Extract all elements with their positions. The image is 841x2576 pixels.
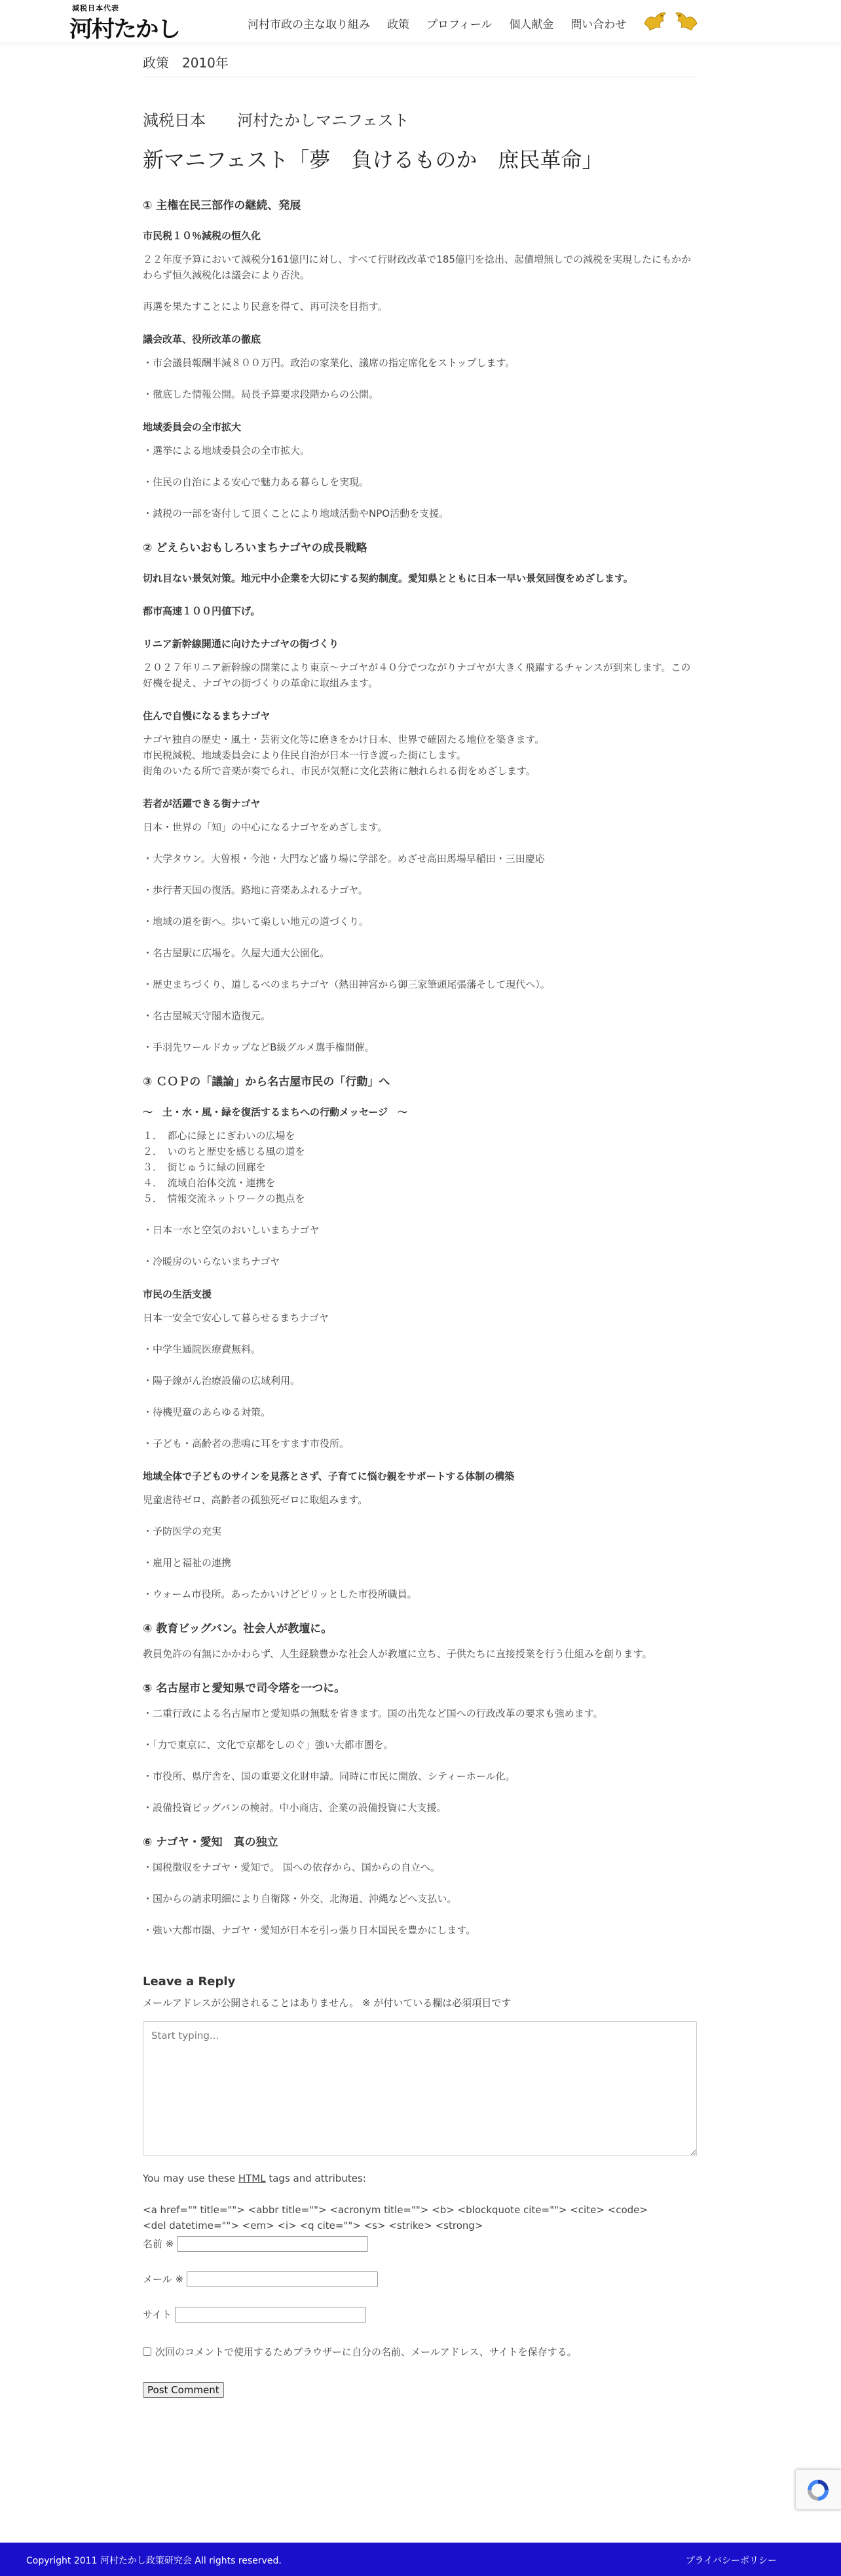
post-comment-button[interactable]: Post Comment [143,2382,224,2398]
sub-heading: 市民税１０％減税の恒久化 [143,230,261,242]
allowed-tags-suffix: tags and attributes: [265,2173,366,2184]
paragraph: 教員免許の有無にかかわらず、人生経験豊かな社会人が教壇に立ち、子供たちに直接授業を行う仕組みを創ります。 [143,1648,652,1660]
paragraph: ・市役所、県庁舎を、国の重要文化財申請。同時に市民に開放、シティーホール化。 [143,1770,515,1782]
paragraph: ・歩行者天国の復活。路地に音楽あふれるナゴヤ。 [143,884,368,896]
email-label: メール ※ [143,2273,184,2285]
sub-heading: 〜 土・水・風・緑を復活するまちへの行動メッセージ 〜 [143,1106,408,1118]
paragraph: ・中学生通院医療費無料。 [143,1343,261,1355]
paragraph: ・減税の一部を寄付して頂くことにより地域活動やNPO活動を支援。 [143,508,449,519]
comment-note: メールアドレスが公開されることはありません。 ※ が付いている欄は必須項目です [143,1997,512,2009]
main-content [143,43,697,2398]
paragraph: ２２年度予算において減税分161億円に対し、すべて行財政改革で185億円を捻出、起債増無しでの減税を実現したにもかかわらず恒久減税化は議会により否決。 [143,253,691,281]
paragraph: ・「力で東京に、文化で京都をしのぐ」強い大都市圏を。 [143,1739,394,1751]
comment-heading: Leave a Reply [143,1975,236,1988]
site-logo[interactable] [69,3,179,43]
sub-heading: 若者が活躍できる街ナゴヤ [143,798,261,810]
section-heading-2: ② どえらいおもしろいまちナゴヤの成長戦略 [143,542,367,555]
nav-item-profile[interactable]: プロフィール [426,18,493,31]
site-row [143,2307,697,2323]
section-heading-4: ④ 教育ビッグバン。社会人が教壇に。 [143,1622,333,1635]
site-label: サイト [143,2308,172,2321]
paragraph: ・予防医学の充実 [143,1525,222,1537]
nav-item-donation[interactable]: 個人献金 [509,18,554,31]
paragraph: ・設備投資ビッグバンの検討。中小商店、企業の設備投資に大支援。 [143,1802,447,1814]
shachihoko-icon [642,9,668,33]
paragraph: 日本・世界の「知」の中心になるナゴヤをめざします。 [143,821,388,833]
name-label: 名前 ※ [143,2237,174,2250]
paragraph: ・強い大都市圏、ナゴヤ・愛知が日本を引っ張り日本国民を豊かにします。 [143,1924,476,1936]
paragraph: ・子ども・高齢者の悲鳴に耳をすます市役所。 [143,1438,350,1449]
paragraph: 再選を果たすことにより民意を得て、再可決を目指す。 [143,301,388,312]
html-abbr: HTML [238,2173,266,2184]
submit-row [143,2382,697,2398]
email-row [143,2271,697,2287]
paragraph: ２０２７年リニア新幹線の開業により東京〜ナゴヤが４０分でつながりナゴヤが大きく飛躍するチャンスが到来します。この好機を捉え、ナゴヤの街づくりの革命に取組みます。 [143,662,691,689]
list-item: ５． 情報交流ネットワークの拠点を [143,1193,305,1204]
list-item: １． 都心に緑とにぎわいの広場を [143,1130,295,1142]
nav-item-initiatives[interactable]: 河村市政の主な取り組み [248,18,370,31]
paragraph: ・地域の道を街へ。歩いて楽しい地元の道づくり。 [143,916,369,927]
paragraph: ・名古屋駅に広場を。久屋大通大公園化。 [143,947,330,959]
allowed-tags-prefix: You may use these [143,2173,238,2184]
paragraph: ・陽子線がん治療設備の広域利用。 [143,1375,301,1387]
post-kicker: 減税日本 河村たかしマニフェスト [143,111,409,130]
list-item: ２． いのちと歴史を感じる風の道を [143,1146,305,1157]
section-heading-6: ⑥ ナゴヤ・愛知 真の独立 [143,1836,278,1849]
paragraph: 市民税減税、地域委員会により住民自治が日本一行き渡った街にします。 [143,749,466,761]
main-nav [248,15,626,31]
comment-textarea[interactable] [143,2021,697,2156]
footer-copyright: Copyright 2011 河村たかし政策研究会 All rights reserved. [26,2556,282,2566]
sub-heading: 地域全体で子どものサインを見落とさず、子育てに悩む親をサポートする体制の構築 [143,1470,515,1482]
paragraph: 街角のいたる所で音楽が奏でられ、市民が気軽に文化芸術に触れられる街をめざします。 [143,765,536,777]
site-field[interactable] [175,2307,366,2323]
allowed-tags-list-2: <del datetime=""> <em> <i> <q cite=""> <s> <strike> <strong> [143,2220,483,2231]
paragraph: ・名古屋城天守閣木造復元。 [143,1010,271,1022]
footer-privacy-link[interactable]: プライバシーポリシー [685,2556,777,2566]
paragraph: ・市会議員報酬半減８００万円。政治の家業化、議席の指定席化をストップします。 [143,357,515,369]
site-footer [0,2543,841,2576]
save-info-row [143,2345,697,2359]
paragraph: ・大学タウン。大曽根・今池・大門など盛り場に学部を。めざせ高田馬場早稲田・三田慶応 [143,853,545,865]
paragraph: ・ウォーム市役所。あったかいけどピリッとした市役所職員。 [143,1588,417,1600]
save-info-label: 次回のコメントで使用するためブラウザーに自分の名前、メールアドレス、サイトを保存する。 [155,2346,577,2358]
sub-heading: 市民の生活支援 [143,1288,212,1300]
name-field[interactable] [177,2236,368,2252]
paragraph: ・徹底した情報公開。局長予算要求段階からの公開。 [143,388,379,400]
save-info-checkbox[interactable] [143,2347,151,2356]
page-title: 新マニフェスト「夢 負けるものか 庶民革命」 [143,147,603,172]
paragraph-bold: 切れ目ない景気対策。地元中小企業を大切にする契約制度。愛知県とともに日本一早い景気回復をめざします。 [143,572,633,584]
logo-name: 河村たかし [69,16,179,43]
list-item: ３． 街じゅうに緑の回廊を [143,1161,266,1173]
paragraph: ・国税徴収をナゴヤ・愛知で。 国への依存から、国からの自立へ。 [143,1861,440,1873]
sub-heading: 住んで自慢になるまちナゴヤ [143,710,271,722]
recaptcha-icon [805,2477,831,2503]
paragraph: ・歴史まちづくり、道しるべのまちナゴヤ（熱田神宮から御三家筆頭尾張藩そして現代へ）。 [143,979,550,990]
paragraph: ・国からの請求明細により自衛隊・外交、北海道、沖縄などへ支払い。 [143,1893,457,1905]
sub-heading: リニア新幹線開通に向けたナゴヤの街づくり [143,638,339,650]
paragraph: ・冷暖房のいらないまちナゴヤ [143,1256,280,1267]
logo-tagline: 減税日本代表 [72,4,119,12]
nav-item-policy[interactable]: 政策 [387,18,409,31]
paragraph: 日本一安全で安心して暮らせるまちナゴヤ [143,1312,329,1324]
paragraph: ・待機児童のあらゆる対策。 [143,1406,271,1418]
shachihoko-icon [673,9,700,33]
paragraph: ・住民の自治による安心で魅力ある暮らしを実現。 [143,476,369,488]
paragraph-bold: 都市高速１００円値下げ。 [143,605,261,617]
email-field[interactable] [187,2271,378,2287]
recaptcha-badge[interactable] [795,2469,841,2510]
paragraph: ・雇用と福祉の連携 [143,1557,232,1569]
paragraph: ・日本一水と空気のおいしいまちナゴヤ [143,1224,320,1236]
paragraph: ・選挙による地域委員会の全市拡大。 [143,445,310,457]
sub-heading: 地域委員会の全市拡大 [143,421,242,433]
section-heading-5: ⑤ 名古屋市と愛知県で司令塔を一つに。 [143,1682,346,1695]
paragraph: ・二重行政による名古屋市と愛知県の無駄を省きます。国の出先など国への行政改革の要求も強めます。 [143,1708,603,1719]
sub-heading: 議会改革、役所改革の徹底 [143,333,261,345]
paragraph: ナゴヤ独自の歴史・風土・芸術文化等に磨きをかけ日本、世界で確固たる地位を築きます。 [143,734,545,745]
list-item: ４． 流域自治体交流・連携を [143,1177,276,1189]
paragraph: ・手羽先ワールドカップなどB級グルメ選手権開催。 [143,1041,375,1053]
name-row [143,2236,697,2252]
section-heading-3: ③ ＣＯＰの「議論」から名古屋市民の「行動」へ [143,1075,390,1089]
site-header [0,0,841,43]
page-subtitle: 政策 2010年 [143,43,697,77]
paragraph: 児童虐待ゼロ、高齢者の孤独死ゼロに取組みます。 [143,1494,368,1506]
section-heading-1: ① 主権在民三部作の継続、発展 [143,199,301,212]
nav-item-contact[interactable]: 問い合わせ [570,18,627,31]
allowed-tags-note [143,2171,697,2186]
allowed-tags-list-1: <a href="" title=""> <abbr title=""> <acronym title=""> <b> <blockquote cite=""> <cite> <code> [143,2204,648,2216]
header-emblems [642,9,705,33]
